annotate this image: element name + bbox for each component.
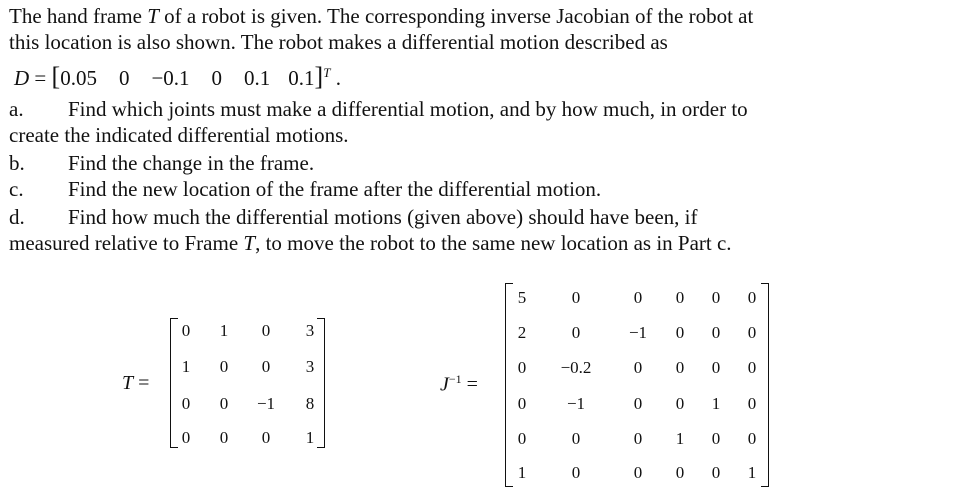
question-d-cont-b: , to move the robot to the same new location as in Part c. bbox=[255, 231, 732, 255]
matrix-jinv-cell-4-2: 0 bbox=[633, 429, 643, 448]
question-b-label: b. bbox=[9, 151, 25, 175]
matrix-jinv-cell-4-1: 0 bbox=[571, 429, 581, 448]
question-d-text: Find how much the differential motions (given above) should have been, if bbox=[68, 205, 698, 229]
d-val-3: 0 bbox=[211, 66, 223, 90]
matrix-t-cell-0-3: 3 bbox=[305, 321, 315, 340]
matrix-jinv-cell-5-4: 0 bbox=[711, 463, 721, 482]
matrix-jinv-cell-2-2: 0 bbox=[633, 358, 643, 377]
matrix-t-cell-3-0: 0 bbox=[181, 428, 191, 447]
question-d-label: d. bbox=[9, 205, 25, 229]
question-c-label: c. bbox=[9, 177, 24, 201]
d-vector-equation: D = [0.05 0 −0.1 0 0.1 0.1]$^T$ . bbox=[14, 62, 341, 91]
matrix-t-cell-1-1: 0 bbox=[219, 357, 229, 376]
matrix-t-cell-0-1: 1 bbox=[219, 321, 229, 340]
matrix-jinv-label: $J^{-1}$ = bbox=[440, 372, 478, 396]
question-a-label: a. bbox=[9, 97, 24, 121]
d-val-1: 0 bbox=[118, 66, 130, 90]
intro-text-1b: of a robot is given. The corresponding inverse Jacobian of the robot at bbox=[158, 4, 754, 28]
matrix-jinv-cell-5-0: 1 bbox=[517, 463, 527, 482]
matrix-jinv-cell-1-3: 0 bbox=[675, 323, 685, 342]
matrix-jinv-cell-4-5: 0 bbox=[747, 429, 757, 448]
matrix-t-label: T = bbox=[122, 372, 150, 394]
matrix-jinv-cell-0-2: 0 bbox=[633, 288, 643, 307]
matrix-jinv-cell-3-4: 1 bbox=[711, 394, 721, 413]
matrix-t-symbol: T bbox=[122, 372, 134, 394]
d-transpose: T bbox=[323, 65, 331, 80]
matrix-jinv-cell-0-1: 0 bbox=[571, 288, 581, 307]
question-b-text: Find the change in the frame. bbox=[68, 151, 315, 175]
matrix-jinv-cell-3-0: 0 bbox=[517, 394, 527, 413]
matrix-jinv-bracket-left bbox=[505, 283, 513, 487]
matrix-t-cell-3-2: 0 bbox=[261, 428, 271, 447]
matrix-t-cell-2-1: 0 bbox=[219, 394, 229, 413]
question-a-cont: create the indicated differential motions. bbox=[9, 123, 349, 147]
matrix-t-cell-1-2: 0 bbox=[261, 357, 271, 376]
d-bracket-open: [ bbox=[51, 62, 61, 91]
matrix-jinv-cell-3-5: 0 bbox=[747, 394, 757, 413]
matrix-t-cell-2-2: −1 bbox=[256, 394, 276, 413]
matrix-jinv-cell-0-0: 5 bbox=[517, 288, 527, 307]
matrix-jinv-cell-5-1: 0 bbox=[571, 463, 581, 482]
matrix-jinv-cell-2-0: 0 bbox=[517, 358, 527, 377]
intro-line-2: this location is also shown. The robot makes a differential motion described as bbox=[9, 30, 668, 54]
matrix-jinv-sup: −1 bbox=[448, 372, 462, 386]
matrix-jinv-cell-4-3: 1 bbox=[675, 429, 685, 448]
matrix-jinv-cell-5-2: 0 bbox=[633, 463, 643, 482]
matrix-jinv-cell-3-2: 0 bbox=[633, 394, 643, 413]
matrix-t-cell-1-3: 3 bbox=[305, 357, 315, 376]
matrix-jinv-cell-4-4: 0 bbox=[711, 429, 721, 448]
matrix-t-cell-3-1: 0 bbox=[219, 428, 229, 447]
matrix-jinv-cell-2-5: 0 bbox=[747, 358, 757, 377]
matrix-jinv-cell-0-3: 0 bbox=[675, 288, 685, 307]
matrix-jinv-cell-4-0: 0 bbox=[517, 429, 527, 448]
matrix-jinv-symbol: J bbox=[440, 373, 449, 396]
matrix-jinv-bracket-right bbox=[761, 283, 769, 487]
equals-sign: = bbox=[34, 66, 47, 90]
question-a-text: Find which joints must make a differential motion, and by how much, in order to bbox=[68, 97, 748, 121]
matrix-jinv-cell-0-4: 0 bbox=[711, 288, 721, 307]
d-symbol: D bbox=[14, 66, 30, 90]
question-c-text: Find the new location of the frame after the differential motion. bbox=[68, 177, 602, 201]
matrix-t-cell-2-3: 8 bbox=[305, 394, 315, 413]
question-d-cont bbox=[9, 230, 732, 256]
matrix-jinv-cell-0-5: 0 bbox=[747, 288, 757, 307]
matrix-jinv-cell-1-4: 0 bbox=[711, 323, 721, 342]
d-val-5: 0.1 bbox=[288, 66, 315, 90]
question-d-frame-symbol: T bbox=[243, 231, 256, 255]
matrix-t-cell-3-3: 1 bbox=[305, 428, 315, 447]
intro-text-1a: The hand frame bbox=[9, 4, 148, 28]
matrix-t-cell-0-0: 0 bbox=[181, 321, 191, 340]
matrix-t-cell-1-0: 1 bbox=[181, 357, 191, 376]
matrix-jinv-cell-3-1: −1 bbox=[566, 394, 586, 413]
frame-symbol: T bbox=[147, 4, 159, 28]
matrix-t-cell-2-0: 0 bbox=[181, 394, 191, 413]
matrix-jinv-cell-2-3: 0 bbox=[675, 358, 685, 377]
matrix-jinv-cell-1-5: 0 bbox=[747, 323, 757, 342]
matrix-jinv-cell-1-0: 2 bbox=[517, 323, 527, 342]
matrix-jinv-cell-1-2: −1 bbox=[628, 323, 648, 342]
d-val-0: 0.05 bbox=[60, 66, 97, 90]
matrix-jinv-cell-2-4: 0 bbox=[711, 358, 721, 377]
matrix-jinv-cell-5-5: 1 bbox=[747, 463, 757, 482]
d-val-4: 0.1 bbox=[244, 66, 271, 90]
d-bracket-close: ] bbox=[314, 62, 324, 91]
intro-line-1 bbox=[9, 3, 753, 29]
d-val-2: −0.1 bbox=[151, 66, 190, 90]
question-d-cont-a: measured relative to Frame bbox=[9, 231, 244, 255]
matrix-jinv-cell-3-3: 0 bbox=[675, 394, 685, 413]
matrix-jinv-cell-1-1: 0 bbox=[571, 323, 581, 342]
matrix-t-cell-0-2: 0 bbox=[261, 321, 271, 340]
matrix-jinv-cell-5-3: 0 bbox=[675, 463, 685, 482]
matrix-jinv-cell-2-1: −0.2 bbox=[560, 358, 592, 377]
